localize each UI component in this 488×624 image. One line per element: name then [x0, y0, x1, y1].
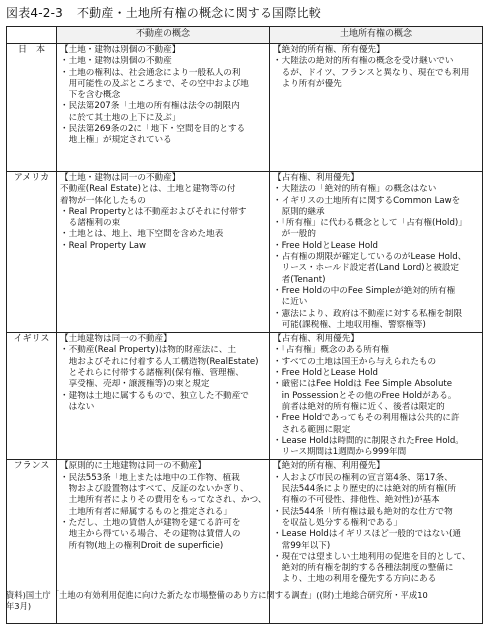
cell-line: はない [60, 401, 95, 412]
cell-line: ・現在では望ましい土地利用の促進を目的として、 [273, 551, 471, 562]
cell-line: ・民法第269条の2に「地下・空間を目的とする [60, 124, 246, 135]
cell-line: ・イギリスの土地所有に関するCommon Lawを [273, 195, 461, 206]
cell-line: 物および設置物はすべて、反証のないかぎり、 [60, 484, 249, 495]
cell-line: 下を含む概念 [60, 90, 121, 101]
real-estate-concept-cell [57, 333, 270, 460]
table-row [7, 172, 483, 333]
cell-line: が一般的 [273, 229, 316, 240]
cell-line: ・大陸法の「絶対的所有権」の概念はない [273, 184, 437, 195]
cell-line: 前者は絶対的所有権に近く、後者は限定的 [273, 401, 445, 412]
cell-line: より、土地の利用を優先する方向にある [273, 574, 437, 585]
cell-line: ・憲法により、政府は不動産に対する私権を制限 [273, 308, 463, 319]
table-row [7, 44, 483, 172]
real-estate-concept-cell [57, 172, 270, 333]
cell-line: ・Free Holdの中のFee Simpleが絶対的所有権 [273, 285, 456, 296]
cell-line: ・建物は土地に属するもので、独立した不動産で [60, 390, 249, 401]
cell-line: ・Lease Holdは時間的に制限されたFree Hold。 [273, 435, 464, 446]
figure-number: 図表4-2-3 [6, 6, 63, 20]
table-row [7, 333, 483, 460]
header-land-ownership-concept: 土地所有権の概念 [270, 27, 483, 44]
country-cell: イギリス [7, 333, 57, 460]
country-cell: アメリカ [7, 172, 57, 333]
cell-line: ・民法553条「地上または地中の工作物、植栽 [60, 472, 240, 483]
cell-line: ・Real Property Law [60, 240, 147, 251]
cell-heading: 【絶対的所有権、利用優先】 [273, 461, 385, 472]
land-ownership-cell [270, 333, 483, 460]
cell-line: ・民法544条「所有権は最も絶対的な仕方で物 [273, 506, 453, 517]
cell-line: ・占有権の期限が確定しているのがLease Hold、 [273, 252, 467, 263]
cell-line: ・Lease Holdはイギリスほど一般的ではない(通 [273, 529, 461, 540]
cell-line: を収益し処分する権利である」 [273, 517, 402, 528]
cell-line: ・ただし、土地の賃借人が建物を建てる許可を [60, 517, 241, 528]
cell-line: ・Free Holdであってもその利用権は公共的に許 [273, 413, 460, 424]
cell-line: ・人および市民の権利の宣言第4条、第17条、 [273, 472, 453, 483]
header-real-estate-concept: 不動産の概念 [57, 27, 270, 44]
cell-line: ・「占有権」概念のある所有権 [273, 345, 390, 356]
cell-line: に於て其土地の上下に及ぶ」 [60, 112, 181, 123]
figure-title [6, 4, 321, 21]
cell-heading: 【土地・建物は同一の不動産】 [60, 173, 181, 183]
cell-line: 不動産(Real Estate)とは、土地と建物等の付 [60, 184, 236, 195]
cell-line: ・厳密にはFee Holdは Fee Simple Absolute [273, 379, 453, 390]
cell-line: ・土地の権利は、社会通念により一般私人の利 [60, 67, 241, 78]
country-cell: フランス [7, 460, 57, 624]
cell-line: リース期間は1週間から999年間 [273, 447, 407, 458]
comparison-table [6, 26, 483, 624]
cell-line: とそれらに付帯する諸権利(保有権、管理権、 [60, 368, 244, 379]
cell-line: 地およびそれに付着する人工構造物(RealEstate) [60, 356, 259, 367]
source-line: 資料)国土庁「土地の有効利用促進に向けた新たな市場整備のあり方に関する調査」((財)土地総合研究所・平成10 [6, 590, 428, 600]
cell-line: 民法544条により歴史的には絶対的所有権(所 [273, 484, 457, 495]
table-header-row [7, 27, 483, 44]
cell-line: ・すべての土地は国王から与えられたもの [273, 356, 437, 367]
cell-heading: 【土地・建物は別個の不動産】 [60, 45, 181, 55]
cell-line: 用可能性の及ぶところまで、その空中および地 [60, 78, 249, 89]
cell-line: 土地所有者によりその費用をもってなされ、かつ、 [60, 495, 266, 506]
cell-line: 地主から得ている場合、その建物は賃借人の [60, 529, 241, 540]
cell-line: 享受権、売却・譲渡権等)の束と規定 [60, 379, 210, 390]
cell-line: 有権の不可侵性、排他性、絶対性)が基本 [273, 495, 440, 506]
cell-line: ・Free HoldとLease Hold [273, 368, 378, 379]
cell-line: ・土地・建物は別個の不動産 [60, 56, 172, 67]
cell-line: ・不動産(Real Property)は物的財産法に、土 [60, 345, 237, 356]
cell-line: 所有物(地上の権利Droit de superficie) [60, 540, 224, 551]
cell-heading: 【占有権、利用優先】 [273, 173, 359, 183]
cell-line: ・民法第207条「土地の所有権は法令の制限内 [60, 101, 240, 112]
land-ownership-cell [270, 44, 483, 172]
cell-line: 可能(課税権、土地収用権、警察権等) [273, 319, 426, 330]
cell-line: ・Free HoldとLease Hold [273, 240, 378, 251]
cell-heading: 【原則的に土地建物は同一の不動産】 [60, 461, 207, 472]
cell-heading: 【絶対的所有権、所有優先】 [273, 45, 385, 55]
cell-line: リース・ホールド設定者(Land Lord)と被設定 [273, 263, 460, 274]
cell-line: ・Real Propertyとは不動産およびそれに付帯す [60, 206, 247, 217]
cell-line: 着物が一体化したもの [60, 195, 146, 206]
figure-caption: 不動産・土地所有権の概念に関する国際比較 [76, 6, 321, 20]
cell-line: される範囲に限定 [273, 424, 351, 435]
cell-line: ・土地とは、地上、地下空間を含めた地表 [60, 229, 224, 240]
cell-line: 絶対的所有権を制約する各種法制度の整備に [273, 563, 454, 574]
cell-line: に近い [273, 297, 308, 308]
cell-line: 者(Tenant) [273, 274, 326, 285]
land-ownership-cell [270, 172, 483, 333]
cell-line: るが、ドイツ、フランスと異なり、現在でも利用 [273, 67, 470, 78]
cell-line: ・大陸法の絶対的所有権の概念を受け継いでい [273, 56, 454, 67]
source-line: 年3月) [6, 601, 32, 611]
header-country [7, 27, 57, 44]
country-cell: 日 本 [7, 44, 57, 172]
cell-line: ・「所有権」に代わる概念として「占有権(Hold)」 [273, 218, 467, 229]
cell-line: る諸権利の束 [60, 218, 121, 229]
cell-line: 土地所有者に帰属するものと推定される」 [60, 506, 232, 517]
cell-heading: 【占有権、利用優先】 [273, 334, 359, 345]
cell-heading: 【土地建物は同一の不動産】 [60, 334, 172, 345]
source-note [6, 590, 486, 612]
real-estate-concept-cell [57, 44, 270, 172]
cell-line: 常99年以下) [273, 540, 331, 551]
cell-line: 地上権」が規定されている [60, 135, 172, 146]
cell-line: in Possessionとその他のFree Holdがある。 [273, 390, 457, 401]
cell-line: 原則的継承 [273, 206, 325, 217]
cell-line: より所有が優先 [273, 78, 342, 89]
